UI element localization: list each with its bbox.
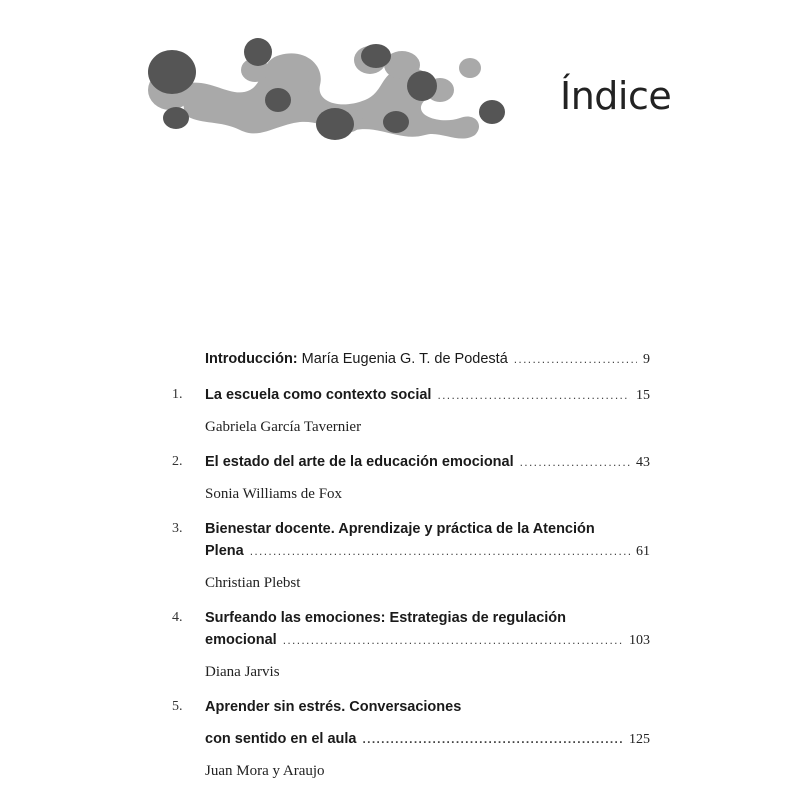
toc-line	[160, 348, 650, 371]
table-of-contents	[160, 348, 650, 782]
entry-title-continued: emocional	[205, 632, 277, 648]
entry-inline-author: María Eugenia G. T. de Podestá	[301, 351, 508, 367]
toc-entry-4	[160, 607, 650, 683]
chapter-number: 1.	[172, 387, 183, 402]
entry-author: Gabriela García Tavernier	[205, 419, 362, 435]
dot-leader	[362, 728, 623, 750]
entry-title-continued: con sentido en el aula	[205, 731, 357, 747]
toc-entry-3	[160, 518, 650, 594]
page-number: 9	[643, 352, 650, 367]
entry-title: La escuela como contexto social	[205, 387, 432, 403]
dot-leader	[250, 540, 630, 562]
entry-author: Juan Mora y Araujo	[205, 763, 325, 779]
page-number: 43	[636, 455, 650, 470]
page-number: 15	[636, 388, 650, 403]
toc-entry-intro	[160, 348, 650, 371]
entry-author: Diana Jarvis	[205, 664, 280, 680]
entry-title: Introducción: María Eugenia G. T. de Podestá	[205, 351, 508, 367]
page-title: Índice	[560, 74, 672, 118]
entry-title: El estado del arte de la educación emocional	[205, 454, 514, 470]
dot-leader	[283, 629, 623, 651]
dot-leader	[437, 384, 630, 406]
entry-title: Surfeando las emociones: Estrategias de regulación	[205, 610, 566, 626]
entry-title: Aprender sin estrés. Conversaciones	[205, 699, 462, 715]
entry-author: Christian Plebst	[205, 575, 301, 591]
page-number: 103	[629, 633, 650, 648]
molecule-blobs-graphic	[140, 30, 510, 150]
dot-leader	[514, 348, 637, 370]
dot-leader	[520, 451, 630, 473]
toc-entry-1	[160, 384, 650, 438]
chapter-number: 4.	[172, 610, 183, 625]
entry-title-continued: Plena	[205, 543, 244, 559]
page-number: 61	[636, 544, 650, 559]
chapter-number: 2.	[172, 454, 183, 469]
chapter-number: 5.	[172, 699, 183, 714]
chapter-number: 3.	[172, 521, 183, 536]
entry-title: Bienestar docente. Aprendizaje y práctica de la Atención	[205, 521, 595, 537]
toc-entry-5	[160, 696, 650, 782]
page-number: 125	[629, 732, 650, 747]
entry-author: Sonia Williams de Fox	[205, 486, 343, 502]
toc-entry-2	[160, 451, 650, 505]
